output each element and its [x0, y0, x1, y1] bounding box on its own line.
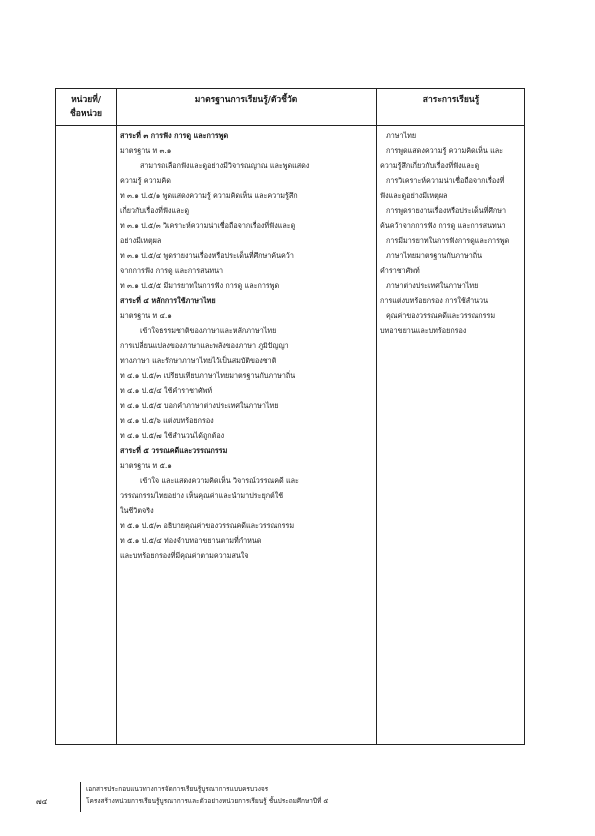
curriculum-table — [55, 88, 525, 745]
standard-line: วรรณกรรมไทยอย่าง เห็นคุณค่าและนำมาประยุกต์ใช้ — [120, 491, 284, 500]
standard-line: ท ๔.๑ ป.๕/๔ ใช้คำราชาศัพท์ — [120, 386, 213, 395]
standard-line: ท ๔.๑ ป.๕/๓ เปรียบเทียบภาษาไทยมาตรฐานกับภาษาถิ่น — [120, 371, 296, 380]
content-line: ภาษาไทยมาตรฐานกับภาษาถิ่น — [386, 251, 483, 260]
standard-line: ท ๔.๑ ป.๕/๗ ใช้สำนวนได้ถูกต้อง — [120, 431, 225, 440]
standards-column — [120, 128, 372, 563]
header-divider — [56, 125, 524, 126]
header-unit-line1: หน่วยที่/ — [71, 95, 101, 105]
standard-line: เกี่ยวกับเรื่องที่ฟังและดู — [120, 206, 190, 215]
content-line: ค้นคว้าจากการฟัง การดู และการสนทนา — [380, 221, 506, 230]
standard-line: ท ๓.๑ ป.๕/๑ พูดแสดงความรู้ ความคิดเห็น และความรู้สึก — [120, 191, 298, 200]
standard-line: สามารถเลือกฟังและดูอย่างมีวิจารณญาณ และพูดแสดง — [140, 161, 310, 170]
standard-line: ท ๕.๑ ป.๕/๓ อธิบายคุณค่าของวรรณคดีและวรรณกรรม — [120, 521, 295, 530]
standard-line: เข้าใจธรรมชาติของภาษาและหลักภาษาไทย — [140, 326, 277, 335]
standard-line: มาตรฐาน ท ๔.๑ — [120, 311, 172, 320]
content-line: การพูดรายงานเรื่องหรือประเด็นที่ศึกษา — [386, 206, 507, 215]
content-line: ฟังและดูอย่างมีเหตุผล — [380, 191, 448, 200]
header-content: สาระการเรียนรู้ — [422, 95, 480, 105]
footer-divider — [80, 782, 81, 812]
standard-line: อย่างมีเหตุผล — [120, 236, 162, 245]
standard-line: เข้าใจ และแสดงความคิดเห็น วิจารณ์วรรณคดี และ — [140, 476, 299, 485]
standard-line: และบทร้อยกรองที่มีคุณค่าตามความสนใจ — [120, 551, 249, 560]
content-line: ภาษาไทย — [386, 131, 417, 140]
content-line: การมีมารยาทในการฟังการดูและการพูด — [386, 236, 510, 245]
column-divider — [116, 89, 117, 744]
standard-line: มาตรฐาน ท ๓.๑ — [120, 146, 172, 155]
standard-line: ทางภาษา และรักษาภาษาไทยไว้เป็นสมบัติของชาติ — [120, 356, 277, 365]
header-unit — [56, 93, 116, 121]
column-divider — [376, 89, 377, 744]
standard-line: มาตรฐาน ท ๕.๑ — [120, 461, 172, 470]
standard-line: ท ๓.๑ ป.๕/๓ วิเคราะห์ความน่าเชื่อถือจากเรื่องที่ฟังและดู — [120, 221, 296, 230]
content-line: ความรู้สึกเกี่ยวกับเรื่องที่ฟังและดู — [380, 161, 480, 170]
standard-line: สาระที่ ๔ หลักการใช้ภาษาไทย — [120, 296, 216, 305]
standard-line: ท ๓.๑ ป.๕/๔ พูดรายงานเรื่องหรือประเด็นที่ศึกษาค้นคว้า — [120, 251, 294, 260]
standard-line: สาระที่ ๕ วรรณคดีและวรรณกรรม — [120, 446, 228, 455]
header-standards: มาตรฐานการเรียนรู้/ตัวชี้วัด — [194, 95, 298, 105]
content-line: การแต่งบทร้อยกรอง การใช้สำนวน — [380, 296, 488, 305]
content-line: การวิเคราะห์ความน่าเชื่อถือจากเรื่องที่ — [386, 176, 505, 185]
standard-line: ท ๓.๑ ป.๕/๕ มีมารยาทในการฟัง การดู และการพูด — [120, 281, 280, 290]
footer-line1: เอกสารประกอบแนวทางการจัดการเรียนรู้บูรณาการแบบครบวงจร — [86, 785, 269, 793]
content-line: การพูดแสดงความรู้ ความคิดเห็น และ — [386, 146, 503, 155]
footer-line2: โครงสร้างหน่วยการเรียนรู้บูรณาการและตัวอย่างหน่วยการเรียนรู้ ชั้นประถมศึกษาปีที่ ๕ — [86, 797, 329, 805]
content-column — [380, 128, 523, 338]
standard-line: สาระที่ ๓ การฟัง การดู และการพูด — [120, 131, 229, 140]
standard-line: ท ๔.๑ ป.๕/๖ แต่งบทร้อยกรอง — [120, 416, 214, 425]
content-line: บทอาขยานและบทร้อยกรอง — [380, 326, 467, 335]
standard-line: การเปลี่ยนแปลงของภาษาและพลังของภาษา ภูมิปัญญา — [120, 341, 289, 350]
content-line: คำราชาศัพท์ — [380, 266, 420, 275]
standard-line: จากการฟัง การดู และการสนทนา — [120, 266, 224, 275]
standard-line: ท ๕.๑ ป.๕/๔ ท่องจำบทอาขยานตามที่กำหนด — [120, 536, 262, 545]
standard-line: ในชีวิตจริง — [120, 506, 154, 515]
header-unit-line2: ชื่อหน่วย — [69, 109, 103, 119]
standard-line: ท ๔.๑ ป.๕/๕ บอกคำภาษาต่างประเทศในภาษาไทย — [120, 401, 279, 410]
page-number: ๗๔ — [36, 797, 48, 806]
standard-line: ความรู้ ความคิด — [120, 176, 171, 185]
content-line: ภาษาต่างประเทศในภาษาไทย — [386, 281, 479, 290]
content-line: คุณค่าของวรรณคดีและวรรณกรรม — [386, 311, 496, 320]
